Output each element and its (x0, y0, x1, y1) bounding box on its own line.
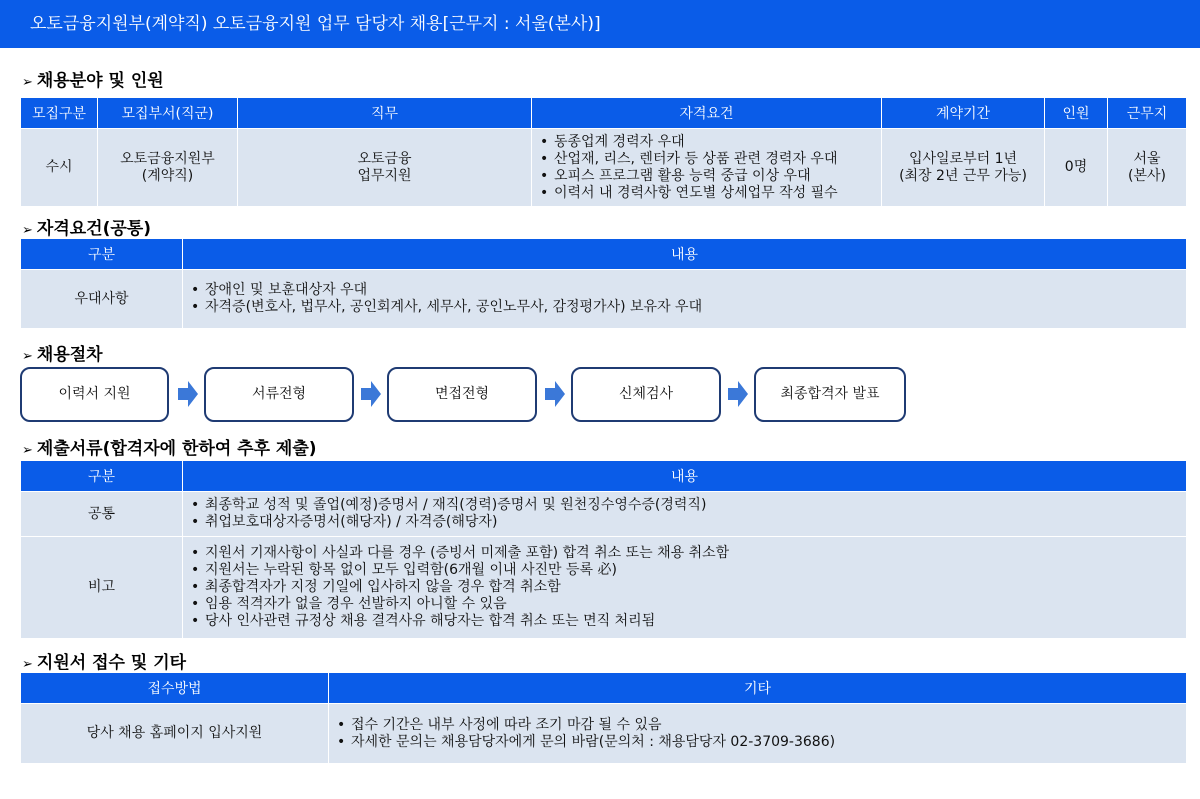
col-header: 내용 (183, 461, 1187, 492)
list-item: • 오피스 프로그램 활용 능력 중급 이상 우대 (538, 168, 881, 185)
process-step-resume: 이력서 지원 (20, 367, 169, 422)
right-arrow-icon (545, 381, 565, 407)
list-item: • 자격증(변호사, 법무사, 공인회계사, 세무사, 공인노무사, 감정평가사) 보유자 우대 (189, 299, 1186, 316)
col-header: 기타 (329, 673, 1187, 704)
process-step-final: 최종합격자 발표 (754, 367, 906, 422)
section-title: 채용절차 (36, 345, 103, 365)
section-title: 제출서류(합격자에 한하여 추후 제출) (36, 439, 317, 459)
row-content (183, 270, 1187, 329)
col-header: 자격요건 (532, 98, 882, 129)
section-heading-docs (22, 434, 317, 459)
arrow-icon: ➢ (22, 443, 33, 458)
right-arrow-icon (728, 381, 748, 407)
dept-line: (계약직) (141, 167, 194, 184)
table-header-row (21, 673, 1187, 704)
col-header: 내용 (183, 239, 1187, 270)
row-content (183, 492, 1187, 537)
table-row (21, 704, 1187, 764)
docs-table (20, 460, 1187, 639)
row-label: 비고 (21, 537, 183, 639)
col-header: 접수방법 (21, 673, 329, 704)
recruit-type: 수시 (21, 129, 98, 207)
section-title: 자격요건(공통) (36, 219, 151, 239)
section-heading-recruit (22, 66, 164, 91)
row-label: 우대사항 (21, 270, 183, 329)
col-header: 모집부서(직군) (98, 98, 238, 129)
col-header: 직무 (238, 98, 532, 129)
location-line: 서울 (1133, 150, 1161, 167)
row-label: 공통 (21, 492, 183, 537)
recruit-location (1108, 129, 1187, 207)
right-arrow-icon (178, 381, 198, 407)
recruit-period (882, 129, 1045, 207)
section-heading-apply (22, 648, 186, 673)
section-title: 채용분야 및 인원 (36, 71, 164, 91)
right-arrow-icon (361, 381, 381, 407)
table-row (21, 492, 1187, 537)
arrow-icon: ➢ (22, 657, 33, 672)
arrow-icon: ➢ (22, 75, 33, 90)
col-header: 모집구분 (21, 98, 98, 129)
list-item: • 장애인 및 보훈대상자 우대 (189, 282, 1186, 299)
col-header: 구분 (21, 461, 183, 492)
row-content (329, 704, 1187, 764)
row-content (183, 537, 1187, 639)
job-line: 오토금융 (357, 150, 412, 167)
table-header-row (21, 461, 1187, 492)
arrow-icon: ➢ (22, 223, 33, 238)
dept-line: 오토금융지원부 (120, 150, 215, 167)
process-step-medical: 신체검사 (571, 367, 721, 422)
col-header: 인원 (1045, 98, 1108, 129)
apply-table (20, 672, 1187, 764)
period-line: (최장 2년 근무 가능) (899, 167, 1027, 184)
apply-method: 당사 채용 홈페이지 입사지원 (21, 704, 329, 764)
list-item: • 동종업계 경력자 우대 (538, 134, 881, 151)
list-item: • 당사 인사관련 규정상 채용 결격사유 해당자는 합격 취소 또는 면직 처리됨 (189, 613, 1186, 630)
col-header: 계약기간 (882, 98, 1045, 129)
recruit-table (20, 97, 1187, 207)
table-row (21, 270, 1187, 329)
col-header: 근무지 (1108, 98, 1187, 129)
col-header: 구분 (21, 239, 183, 270)
list-item: • 이력서 내 경력사항 연도별 상세업무 작성 필수 (538, 185, 881, 202)
period-line: 입사일로부터 1년 (908, 150, 1018, 167)
process-step-document: 서류전형 (204, 367, 354, 422)
list-item: • 자세한 문의는 채용담당자에게 문의 바람(문의처 : 채용담당자 02-3709-3686) (335, 734, 1186, 751)
section-heading-process (22, 340, 103, 365)
list-item: • 지원서는 누락된 항목 없이 모두 입력함(6개월 이내 사진만 등록 必) (189, 562, 1186, 579)
section-title: 지원서 접수 및 기타 (36, 653, 187, 673)
job-line: 업무지원 (357, 167, 412, 184)
list-item: • 임용 적격자가 없을 경우 선발하지 아니할 수 있음 (189, 596, 1186, 613)
list-item: • 취업보호대상자증명서(해당자) / 자격증(해당자) (189, 514, 1186, 531)
list-item: • 최종합격자가 지정 기일에 입사하지 않을 경우 합격 취소함 (189, 579, 1186, 596)
recruit-job (238, 129, 532, 207)
common-table (20, 238, 1187, 329)
recruit-dept (98, 129, 238, 207)
process-step-interview: 면접전형 (387, 367, 537, 422)
table-header-row (21, 239, 1187, 270)
list-item: • 산업재, 리스, 렌터카 등 상품 관련 경력자 우대 (538, 151, 881, 168)
recruit-count: 0명 (1045, 129, 1108, 207)
table-row (21, 537, 1187, 639)
list-item: • 최종학교 성적 및 졸업(예정)증명서 / 재직(경력)증명서 및 원천징수영수증(경력직) (189, 497, 1186, 514)
section-heading-common (22, 214, 151, 239)
table-header-row (21, 98, 1187, 129)
list-item: • 지원서 기재사항이 사실과 다를 경우 (증빙서 미제출 포함) 합격 취소 또는 채용 취소함 (189, 545, 1186, 562)
location-line: (본사) (1128, 167, 1166, 184)
recruit-qualifications (532, 129, 882, 207)
list-item: • 접수 기간은 내부 사정에 따라 조기 마감 될 수 있음 (335, 717, 1186, 734)
arrow-icon: ➢ (22, 349, 33, 364)
page-title: 오토금융지원부(계약직) 오토금융지원 업무 담당자 채용[근무지 : 서울(본사)] (0, 0, 1200, 48)
table-row (21, 129, 1187, 207)
